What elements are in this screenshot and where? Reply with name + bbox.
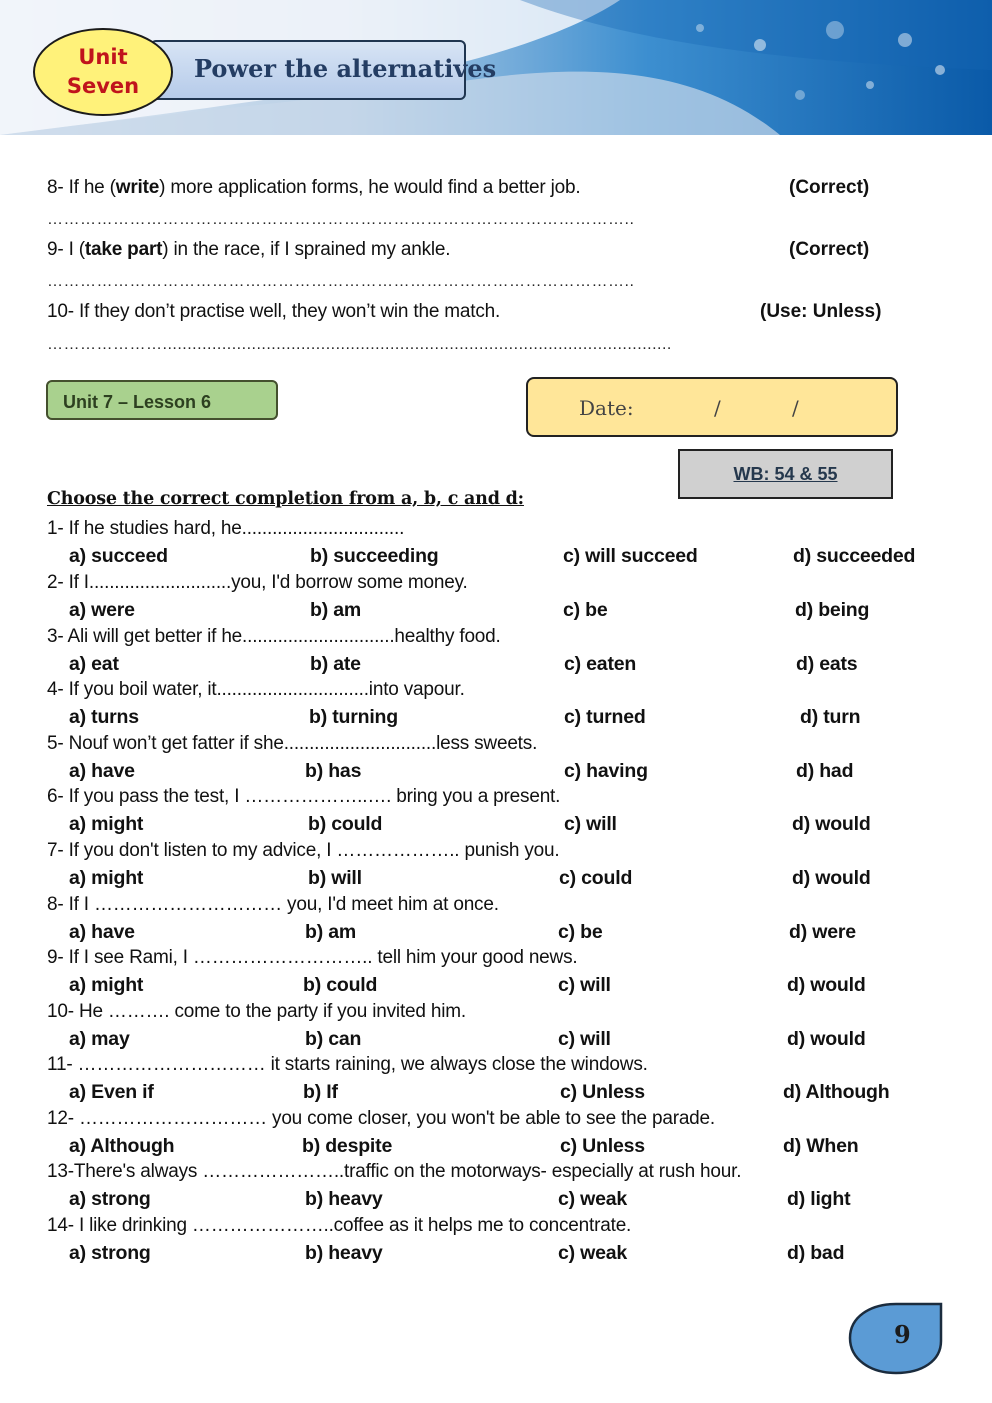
answer-option[interactable]: a) were [69,599,135,621]
answer-option[interactable]: b) turning [309,706,398,728]
transform-instruction: (Correct) [789,239,870,260]
answer-option[interactable]: a) turns [69,706,139,728]
date-separator: / [714,396,721,420]
answer-option[interactable]: c) Unless [560,1135,645,1157]
answer-option[interactable]: d) had [796,760,854,782]
answer-option[interactable]: a) eat [69,653,119,675]
answer-option[interactable]: a) Although [69,1135,175,1157]
answer-option[interactable]: c) will [558,974,611,996]
answer-option[interactable]: b) If [303,1081,338,1103]
transform-item: 10- If they don’t practise well, they won’t win the match. [47,301,501,322]
unit-title: Power the alternatives [194,54,497,83]
answer-option[interactable]: b) could [308,813,383,835]
answer-option[interactable]: b) heavy [305,1188,383,1210]
date-separator: / [792,396,799,420]
answer-option[interactable]: a) might [69,867,144,889]
answer-option[interactable]: c) turned [564,706,646,728]
answer-option[interactable]: a) Even if [69,1081,154,1103]
answer-line[interactable]: …………………....................................................................................................... [47,336,672,353]
question-stem: 2- If I............................you, I'd borrow some money. [47,572,468,593]
question-stem: 6- If you pass the test, I ………………..…. bring you a present. [47,786,561,807]
answer-option[interactable]: d) would [787,1028,866,1050]
answer-option[interactable]: b) am [305,921,357,943]
answer-option[interactable]: d) turn [800,706,861,728]
answer-option[interactable]: a) succeed [69,545,168,567]
transform-instruction: (Correct) [789,177,870,198]
answer-option[interactable]: d) When [783,1135,859,1157]
answer-option[interactable]: d) light [787,1188,851,1210]
date-label: Date: [579,396,634,420]
answer-option[interactable]: c) could [559,867,633,889]
page-number: 9 [894,1320,911,1349]
unit-label: Unit [78,45,128,69]
question-stem: 4- If you boil water, it..............................into vapour. [47,679,465,700]
answer-option[interactable]: a) may [69,1028,130,1050]
answer-option[interactable]: c) having [564,760,648,782]
answer-option[interactable]: d) would [787,974,866,996]
answer-option[interactable]: c) Unless [560,1081,645,1103]
answer-option[interactable]: a) have [69,921,135,943]
exercise-instruction: Choose the correct completion from a, b, c and d: [47,489,524,509]
answer-option[interactable]: a) strong [69,1188,151,1210]
answer-line[interactable]: …………………………………………………………………………………………….. [47,273,635,290]
answer-option[interactable]: d) bad [787,1242,845,1264]
unit-badge [33,28,173,116]
answer-option[interactable]: c) be [563,599,608,621]
question-stem: 12- ………………………… you come closer, you won't be able to see the parade. [47,1108,715,1129]
question-stem: 8- If I ………………………… you, I'd meet him at once. [47,894,499,915]
question-stem: 10- He ………. come to the party if you invited him. [47,1001,466,1022]
unit-number: Seven [66,74,140,98]
question-stem: 13-There's always …………………..traffic on the motorways- especially at rush hour. [47,1161,742,1182]
answer-option[interactable]: d) would [792,813,871,835]
answer-option[interactable]: d) would [792,867,871,889]
answer-option[interactable]: c) be [558,921,603,943]
answer-option[interactable]: c) will succeed [563,545,698,567]
answer-option[interactable]: c) will [564,813,617,835]
question-stem: 9- If I see Rami, I ……………………….. tell him your good news. [47,947,578,968]
question-stem: 11- ………………………… it starts raining, we always close the windows. [47,1054,648,1075]
answer-option[interactable]: b) will [308,867,362,889]
answer-option[interactable]: d) succeeded [793,545,916,567]
answer-option[interactable]: b) ate [310,653,361,675]
answer-option[interactable]: d) eats [796,653,858,675]
answer-option[interactable]: b) despite [302,1135,393,1157]
question-stem: 5- Nouf won’t get fatter if she..............................less sweets. [47,733,538,754]
answer-option[interactable]: b) could [303,974,378,996]
answer-option[interactable]: a) might [69,974,144,996]
answer-option[interactable]: b) succeeding [310,545,439,567]
answer-option[interactable]: a) strong [69,1242,151,1264]
question-stem: 14- I like drinking …………………..coffee as it helps me to concentrate. [47,1215,632,1236]
transform-item: 8- If he (write) more application forms, he would find a better job. [47,177,581,198]
question-stem: 1- If he studies hard, he................................ [47,518,405,539]
answer-option[interactable]: d) being [795,599,870,621]
workbook-reference: WB: 54 & 55 [678,449,893,499]
answer-option[interactable]: a) have [69,760,135,782]
answer-option[interactable]: b) heavy [305,1242,383,1264]
answer-option[interactable]: c) will [558,1028,611,1050]
transform-instruction: (Use: Unless) [760,301,882,322]
transform-item: 9- I (take part) in the race, if I sprained my ankle. [47,239,451,260]
answer-option[interactable]: d) Although [783,1081,890,1103]
answer-option[interactable]: c) weak [558,1188,628,1210]
answer-option[interactable]: d) were [789,921,856,943]
answer-option[interactable]: b) has [305,760,362,782]
lesson-label: Unit 7 – Lesson 6 [46,380,278,420]
question-stem: 7- If you don't listen to my advice, I ……………….. punish you. [47,840,560,861]
answer-option[interactable]: a) might [69,813,144,835]
answer-option[interactable]: c) weak [558,1242,628,1264]
answer-option[interactable]: b) am [310,599,362,621]
question-stem: 3- Ali will get better if he..............................healthy food. [47,626,501,647]
answer-option[interactable]: b) can [305,1028,362,1050]
answer-option[interactable]: c) eaten [564,653,637,675]
answer-line[interactable]: …………………………………………………………………………………………….. [47,211,635,228]
